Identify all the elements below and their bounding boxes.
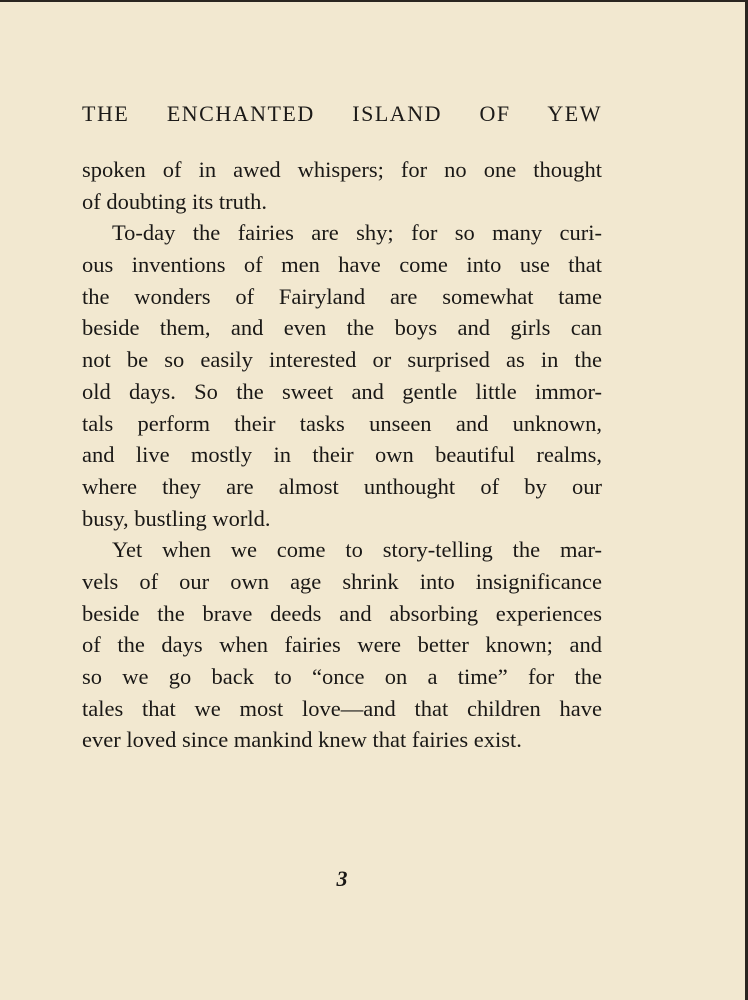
text-line: and live mostly in their own beautiful realms, xyxy=(82,442,602,468)
text-line: beside the brave deeds and absorbing experiences xyxy=(82,600,602,626)
text-line: ous inventions of men have come into use that xyxy=(82,252,602,278)
text-line: old days. So the sweet and gentle little immor- xyxy=(82,378,602,404)
text-line: To-day the fairies are shy; for so many curi- xyxy=(112,220,602,246)
text-line: tales that we most love—and that children have xyxy=(82,695,602,721)
text-line: spoken of in awed whispers; for no one thought xyxy=(82,157,602,182)
text-line: of the days when fairies were better known; and xyxy=(82,632,602,658)
text-line: the wonders of Fairyland are somewhat tame xyxy=(82,283,602,309)
text-line: beside them, and even the boys and girls can xyxy=(82,315,602,341)
running-head: THE ENCHANTED ISLAND OF YEW xyxy=(82,101,602,126)
text-line: so we go back to “once on a time” for the xyxy=(82,664,602,689)
text-line: vels of our own age shrink into insignificance xyxy=(82,568,602,594)
body-text xyxy=(82,154,602,756)
text-line: where they are almost unthought of by our xyxy=(82,473,602,499)
text-line: Yet when we come to story-telling the mar- xyxy=(112,537,602,563)
text-line: busy, bustling world. xyxy=(82,505,271,531)
text-line: of doubting its truth. xyxy=(82,188,267,214)
text-line: ever loved since mankind knew that fairies exist. xyxy=(82,727,522,753)
text-line: not be so easily interested or surprised as in the xyxy=(82,347,602,373)
text-line: tals perform their tasks unseen and unknown, xyxy=(82,410,602,436)
page-number: 3 xyxy=(336,866,348,891)
